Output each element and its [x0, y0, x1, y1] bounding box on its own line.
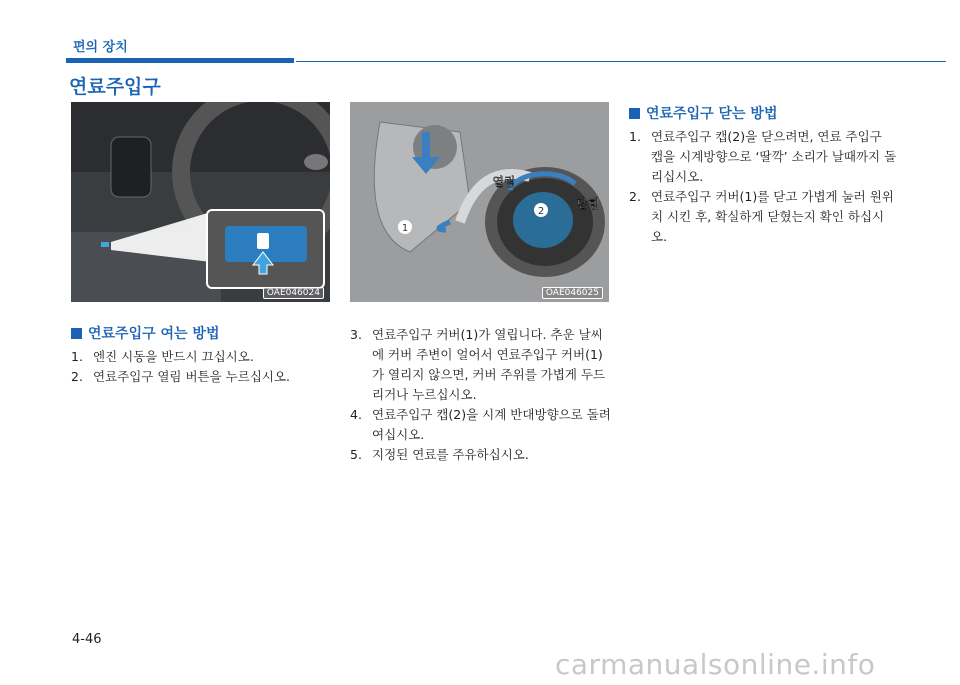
label-open: 열림	[492, 175, 516, 189]
fuel-cap-illustration	[350, 102, 609, 302]
heading-marker	[629, 108, 640, 119]
header-rule-thin	[296, 61, 946, 62]
watermark: carmanualsonline.info	[555, 648, 876, 681]
figure-code: OAE046024	[263, 287, 324, 299]
callout-2: 2	[537, 206, 545, 217]
middle-steps	[350, 325, 612, 465]
callout-1: 1	[401, 223, 409, 234]
interior-illustration	[71, 102, 330, 302]
list-item: 5. 지정된 연료를 주유하십시오.	[350, 447, 529, 462]
section-label: 편의 장치	[73, 40, 128, 55]
figure-fuel-cap	[350, 102, 609, 302]
page-number: 4-46	[72, 632, 102, 647]
list-item: 4. 연료주입구 캡(2)을 시계 반대방향으로 돌려 여십시오.	[350, 407, 611, 442]
figure-fuel-button	[71, 102, 330, 302]
list-item: 2. 연료주입구 커버(1)를 닫고 가볍게 눌러 원위치 시킨 후, 확실하게 닫혔는지 확인 하십시오.	[629, 189, 894, 244]
header-rule-thick	[66, 58, 294, 63]
list-item: 3. 연료주입구 커버(1)가 열립니다. 추운 날씨에 커버 주변이 얼어서 연료주입구 커버(1)가 열리지 않으면, 커버 주위를 가볍게 두드리거나 누르십시오.	[350, 327, 606, 402]
heading-marker	[71, 328, 82, 339]
list-item: 2. 연료주입구 열림 버튼을 누르십시오.	[71, 369, 291, 384]
list-item: 1. 엔진 시동을 반드시 끄십시오.	[71, 349, 254, 364]
close-heading-text: 연료주입구 닫는 방법	[646, 106, 778, 122]
label-close: 닫힘	[576, 197, 600, 211]
open-steps	[71, 347, 333, 387]
open-heading-text: 연료주입구 여는 방법	[88, 326, 220, 342]
open-heading	[71, 323, 219, 343]
page-title: 연료주입구	[69, 76, 161, 98]
close-steps	[629, 127, 897, 247]
close-heading	[629, 103, 777, 123]
list-item: 1. 연료주입구 캡(2)을 닫으려면, 연료 주입구 캡을 시계방향으로 ‘딸깍’ 소리가 날때까지 돌리십시오.	[629, 129, 897, 184]
figure-code: OAE046025	[542, 287, 603, 299]
